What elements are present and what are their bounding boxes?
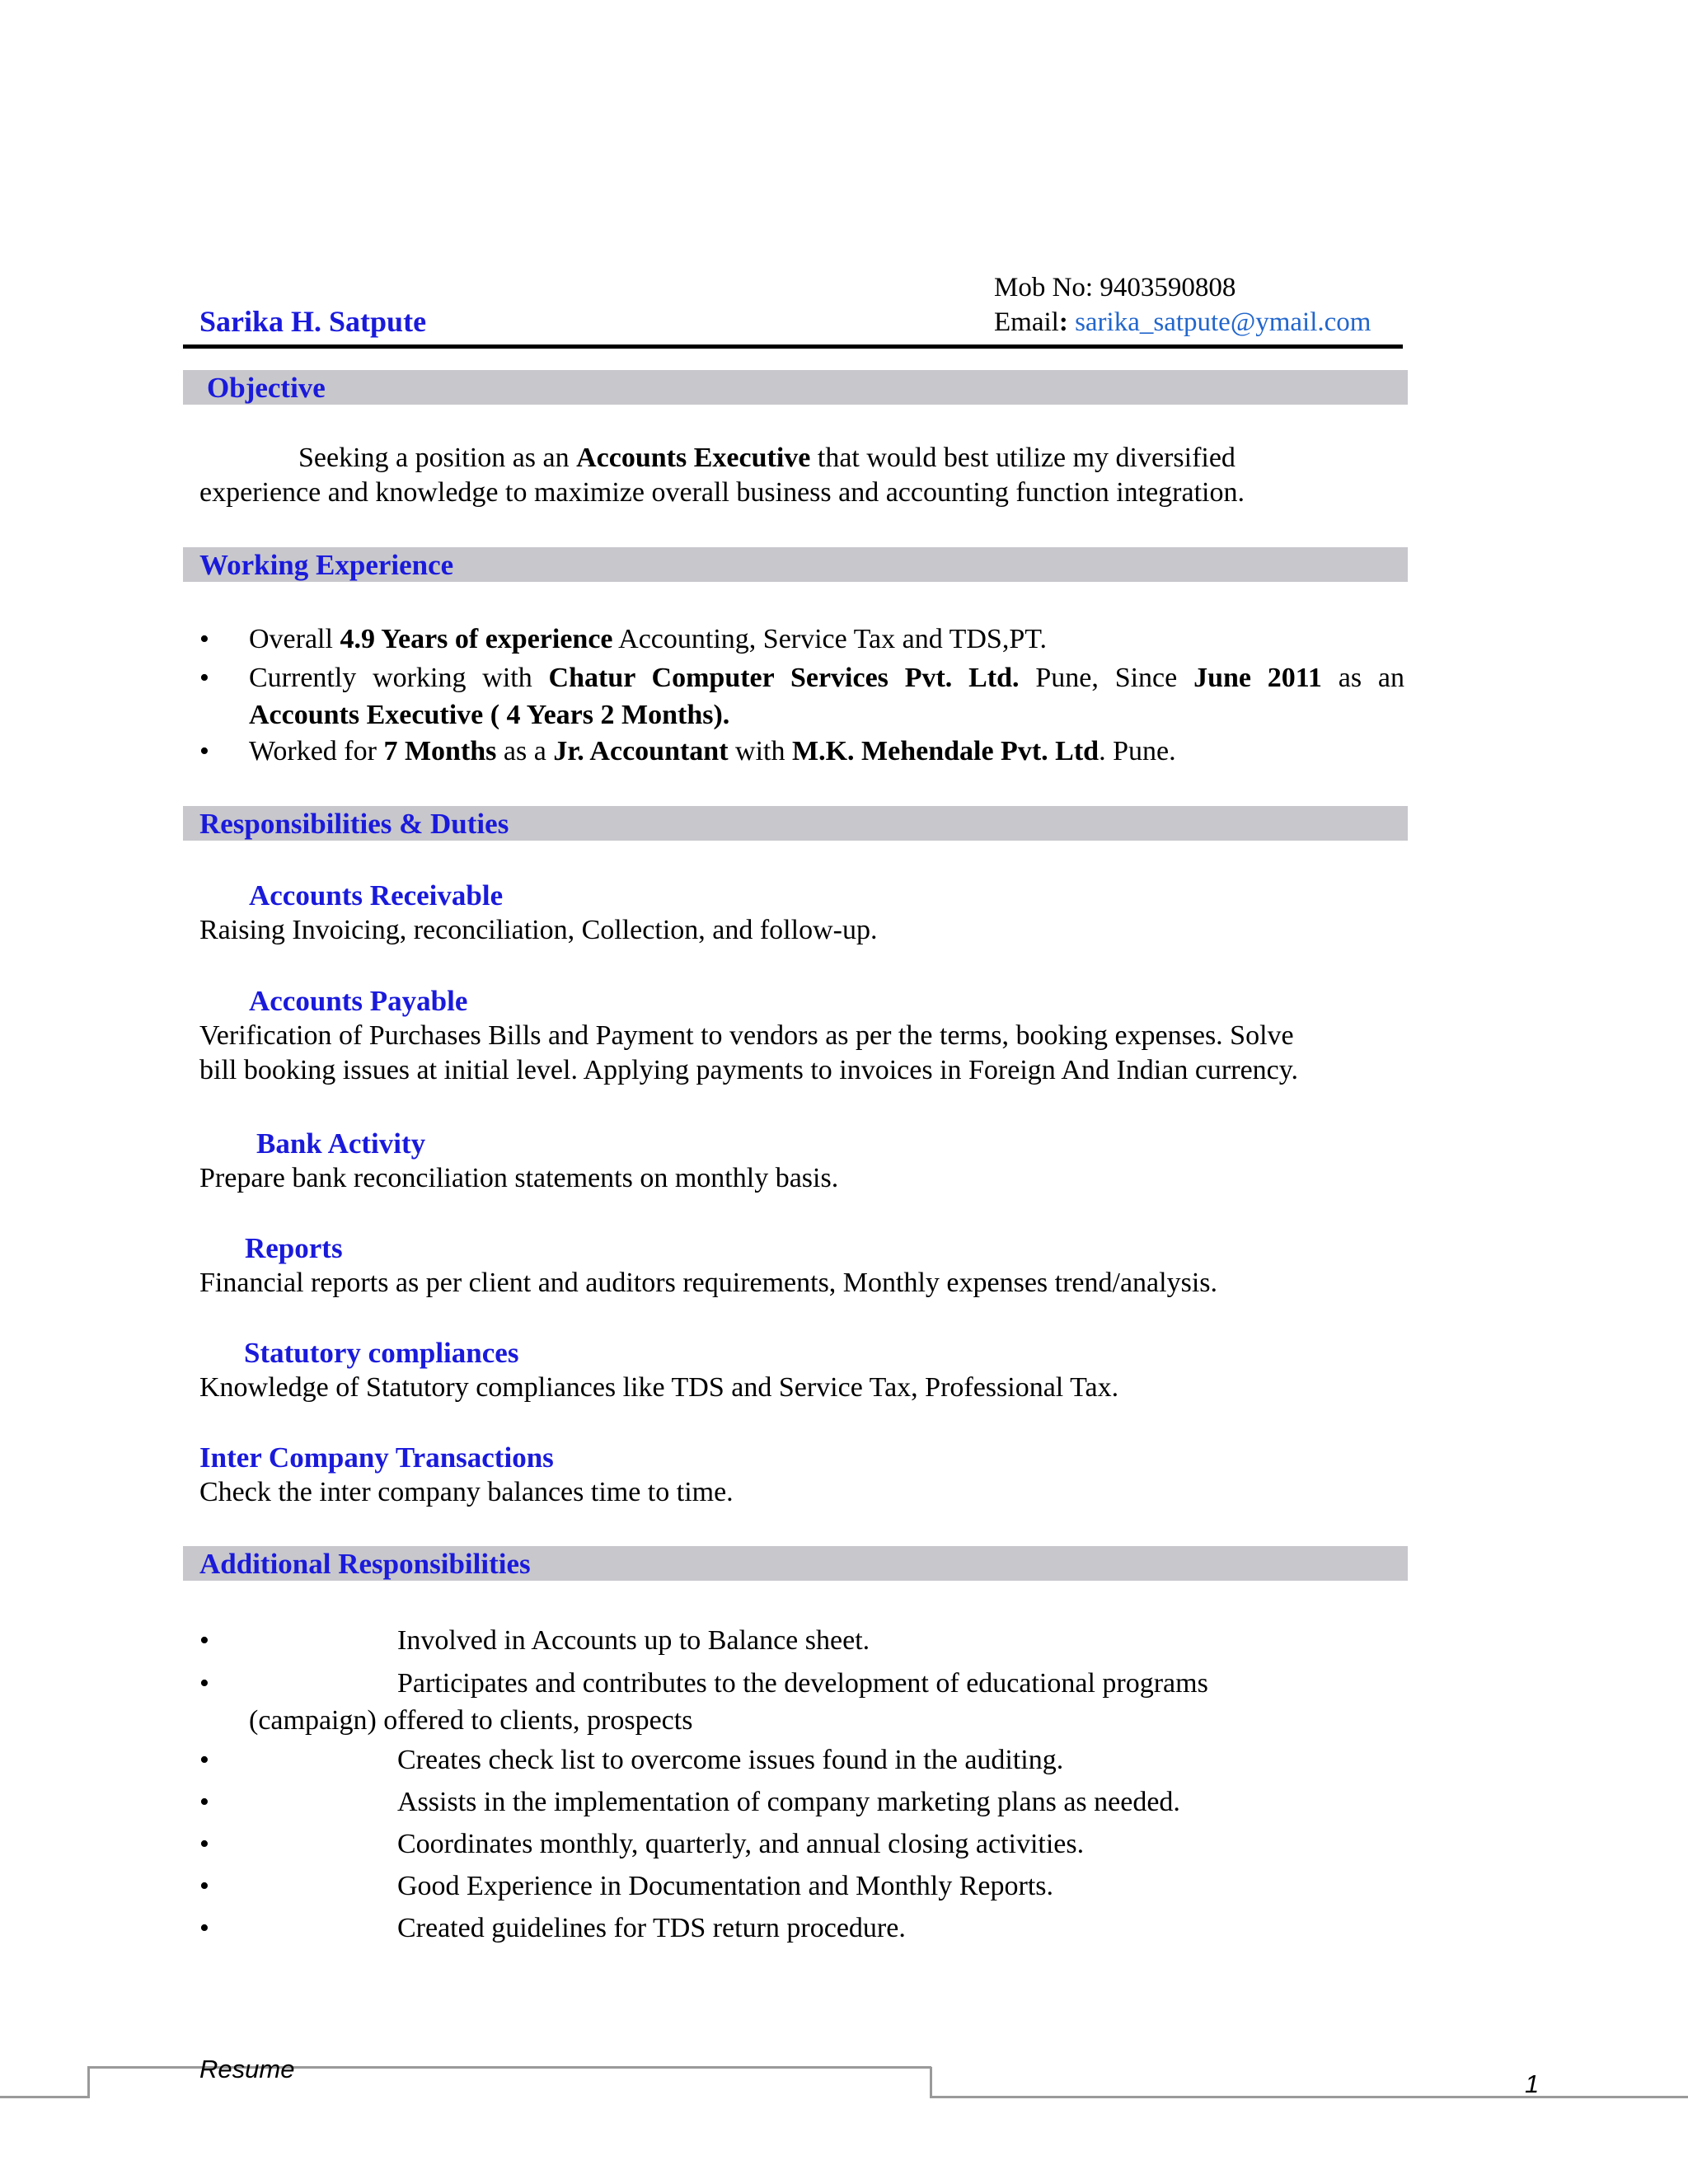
additional-item: Coordinates monthly, quarterly, and annual closing activities. xyxy=(397,1829,1085,1859)
mobile-number: Mob No: 9403590808 xyxy=(994,273,1236,302)
additional-item: Created guidelines for TDS return procedure. xyxy=(397,1913,906,1943)
objective-text-post: that would best utilize my diversified xyxy=(810,443,1236,473)
inter-company-transactions-text: Check the inter company balances time to time. xyxy=(199,1477,734,1507)
bullet-glyph: • xyxy=(199,1913,209,1943)
accounts-payable-text-line2: bill booking issues at initial level. Applying payments to invoices in Foreign And Indian currency. xyxy=(199,1055,1299,1085)
responsibilities-title: Responsibilities & Duties xyxy=(199,808,509,840)
page-number: 1 xyxy=(1525,2069,1540,2098)
email-link[interactable]: sarika_satpute@ymail.com xyxy=(1075,307,1372,337)
additional-item: Participates and contributes to the development of educational programs xyxy=(397,1668,1208,1699)
statutory-compliances-text: Knowledge of Statutory compliances like TDS and Service Tax, Professional Tax. xyxy=(199,1372,1119,1403)
footer-rule-right xyxy=(930,2096,1688,2098)
objective-text-line2: experience and knowledge to maximize overall business and accounting function integration. xyxy=(199,477,1245,508)
bullet-glyph: • xyxy=(199,1787,209,1817)
subheading-reports: Reports xyxy=(245,1232,343,1264)
additional-item-continuation: (campaign) offered to clients, prospects xyxy=(249,1705,693,1736)
subheading-statutory-compliances: Statutory compliances xyxy=(244,1337,519,1369)
bullet-glyph: • xyxy=(199,1668,209,1699)
candidate-name: Sarika H. Satpute xyxy=(199,305,427,338)
additional-responsibilities-title: Additional Responsibilities xyxy=(199,1548,531,1580)
experience-item: Overall 4.9 Years of experience Accounting, Service Tax and TDS,PT. xyxy=(249,624,1047,654)
footer-rule-left xyxy=(0,2096,89,2098)
objective-text xyxy=(199,441,1411,510)
bullet-glyph: • xyxy=(199,1745,209,1775)
bullet-glyph: • xyxy=(199,624,209,654)
working-experience-title: Working Experience xyxy=(199,549,454,581)
reports-text: Financial reports as per client and auditors requirements, Monthly expenses trend/analysis. xyxy=(199,1268,1218,1298)
footer-label: Resume xyxy=(199,2055,295,2083)
subheading-accounts-payable: Accounts Payable xyxy=(249,985,468,1017)
additional-item: Involved in Accounts up to Balance sheet. xyxy=(397,1625,870,1656)
bullet-glyph: • xyxy=(199,1625,209,1656)
objective-title: Objective xyxy=(207,372,326,404)
additional-item: Creates check list to overcome issues found in the auditing. xyxy=(397,1745,1064,1775)
header-rule xyxy=(183,344,1403,349)
additional-item: Assists in the implementation of company marketing plans as needed. xyxy=(397,1787,1180,1817)
accounts-payable-text-line1: Verification of Purchases Bills and Payment to vendors as per the terms, booking expenses. Solve xyxy=(199,1020,1294,1051)
email-line xyxy=(994,306,1371,340)
subheading-bank-activity: Bank Activity xyxy=(256,1127,426,1160)
bullet-glyph: • xyxy=(199,1829,209,1859)
footer-tab-left-edge xyxy=(87,2067,90,2098)
email-label: Email xyxy=(994,307,1059,337)
objective-text-bold: Accounts Executive xyxy=(576,443,811,473)
subheading-inter-company-transactions: Inter Company Transactions xyxy=(199,1441,554,1474)
bullet-glyph: • xyxy=(199,663,209,693)
bullet-glyph: • xyxy=(199,1871,209,1901)
experience-item: Currently working with Chatur Computer Services Pvt. Ltd. Pune, Since June 2011 as an Accounts Executive ( 4 Years 2 Months). xyxy=(249,663,1404,730)
objective-text-pre: Seeking a position as an xyxy=(298,443,577,473)
subheading-accounts-receivable: Accounts Receivable xyxy=(249,879,504,912)
objective-bar xyxy=(183,370,1408,405)
email-colon: : xyxy=(1058,307,1068,337)
bullet-glyph: • xyxy=(199,736,209,766)
experience-item: Worked for 7 Months as a Jr. Accountant with M.K. Mehendale Pvt. Ltd. Pune. xyxy=(249,736,1176,766)
footer-tab-right-edge xyxy=(930,2067,932,2098)
accounts-receivable-text: Raising Invoicing, reconciliation, Collection, and follow-up. xyxy=(199,915,878,945)
bank-activity-text: Prepare bank reconciliation statements on monthly basis. xyxy=(199,1163,839,1193)
additional-item: Good Experience in Documentation and Monthly Reports. xyxy=(397,1871,1053,1901)
